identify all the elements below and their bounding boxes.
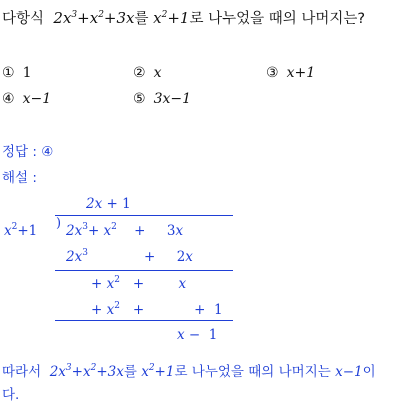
division-remainder: x − 1 xyxy=(177,327,218,343)
choice-4[interactable] xyxy=(2,91,51,107)
explanation-label: 해설 : xyxy=(2,170,37,186)
conclusion-result: x−1 xyxy=(335,364,363,380)
division-remainder1: + $x^2$ + x xyxy=(91,275,187,292)
choice-3[interactable] xyxy=(266,65,315,81)
conclusion-prefix: 따라서 xyxy=(2,364,42,380)
choice-label: 3x−1 xyxy=(153,91,192,107)
answer-value: ④ xyxy=(41,144,54,160)
division-line-2 xyxy=(55,320,233,321)
answer-line xyxy=(2,140,53,160)
choice-marker: ③ xyxy=(266,65,279,81)
question-suffix: 로 나누었을 때의 나머지는? xyxy=(189,11,366,27)
choice-marker: ① xyxy=(2,65,15,81)
choice-2[interactable] xyxy=(133,65,161,81)
answer-label: 정답 : xyxy=(2,144,37,160)
division-quotient: 2x + 1 xyxy=(86,196,131,212)
division-line-1 xyxy=(55,270,233,271)
question-divisor: $x^2+1$ xyxy=(153,9,190,27)
choice-label: 1 xyxy=(22,65,32,81)
division-bracket: ) xyxy=(56,216,62,231)
question-particle: 를 xyxy=(134,11,149,27)
choice-marker: ② xyxy=(133,65,146,81)
question-text xyxy=(2,7,365,28)
choice-label: x+1 xyxy=(286,65,316,81)
division-dividend: $2x^3+ x^2$ + 3x xyxy=(66,222,184,239)
question-prefix: 다항식 xyxy=(2,11,45,27)
division-divisor: $x^2+1$ xyxy=(4,222,38,239)
choice-marker: ④ xyxy=(2,91,15,107)
choice-5[interactable] xyxy=(133,91,191,107)
division-step1: $2x^3$ + 2x xyxy=(66,248,193,265)
choice-1[interactable] xyxy=(2,65,31,81)
choice-marker: ⑤ xyxy=(133,91,146,107)
choice-label: x xyxy=(153,65,162,81)
conclusion-line2: 다. xyxy=(2,387,20,403)
choice-label: x−1 xyxy=(22,91,52,107)
question-dividend: $2x^3+x^2+3x$ xyxy=(48,9,135,27)
conclusion-suffix: 이 xyxy=(362,364,376,380)
conclusion-middle: 로 나누었을 때의 나머지는 xyxy=(174,364,331,380)
division-step2: + $x^2$ + + 1 xyxy=(91,301,223,318)
division-bar xyxy=(55,215,233,216)
conclusion-text: 따라서 $2x^3+x^2+3x$를 $x^2+1$로 나누었을 때의 나머지는 x−1이 xyxy=(2,363,376,380)
